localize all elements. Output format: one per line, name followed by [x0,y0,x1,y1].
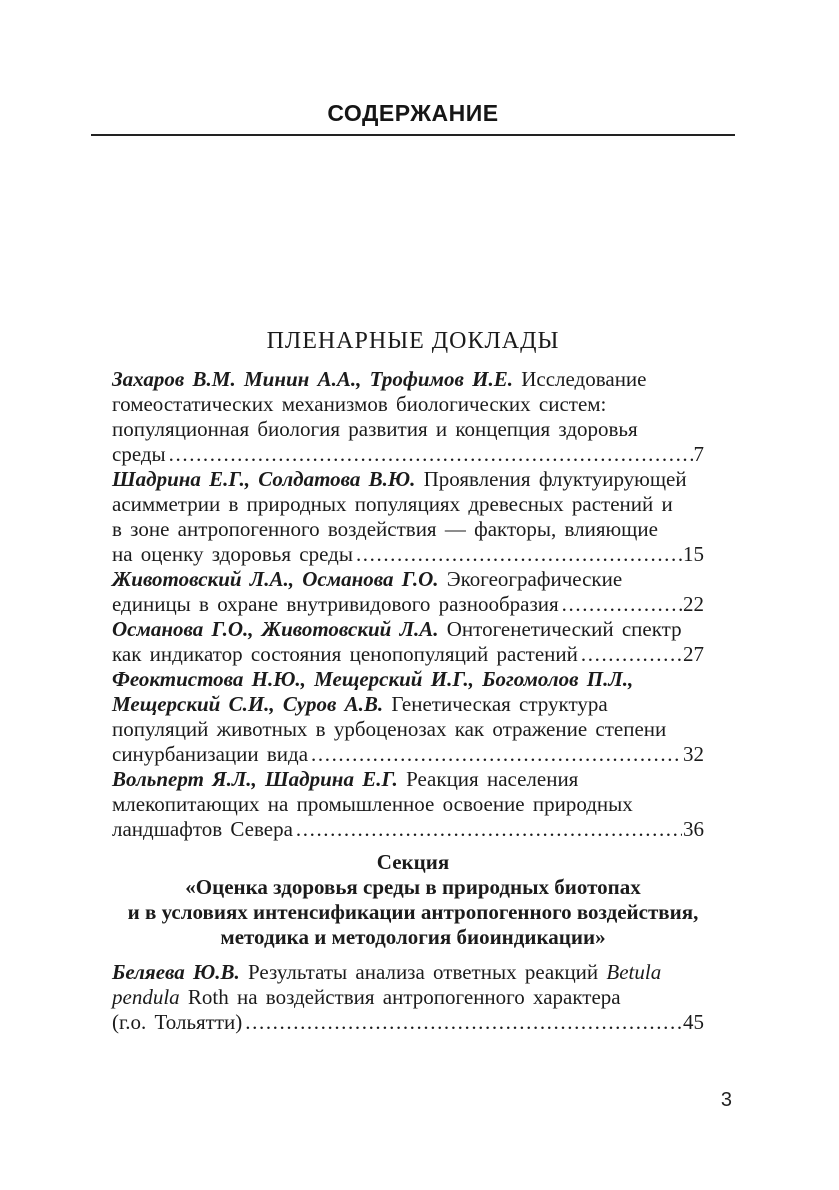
title-text: Roth на воздействия антропогенного характера [179,985,621,1009]
toc-page-number: 45 [683,1010,704,1034]
toc-line [112,367,704,392]
dot-leader [245,1010,682,1035]
toc-entry [112,960,704,1035]
toc-line [112,1010,704,1035]
dot-leader [311,742,682,767]
section-heading-line: «Оценка здоровья среды в природных биотопах [185,875,641,899]
toc-line [112,817,704,842]
dot-leader [562,592,682,617]
author-names: Вольперт Я.Л., Шадрина Е.Г. [112,767,398,791]
latin-species-name: Betula [606,960,662,984]
toc-page-number: 7 [693,442,704,466]
title-text: Реакция населения [397,767,579,791]
title-text: Онтогенетический спектр [438,617,682,641]
dot-leader [356,542,682,567]
toc-line [112,417,704,442]
title-text: как индикатор состояния ценопопуляций растений [112,642,578,666]
title-text: Проявления флуктуирующей [415,467,687,491]
toc-page-number: 36 [683,817,704,841]
author-names: Феоктистова Н.Ю., Мещерский И.Г., Богомолов П.Л., [112,667,634,691]
toc-line [112,567,704,592]
toc-line [112,617,704,642]
toc-line [112,442,704,467]
toc-line [112,767,704,792]
plenary-section-heading: ПЛЕНАРНЫЕ ДОКЛАДЫ [266,328,560,354]
toc-line [112,717,704,742]
toc-page-number: 15 [683,542,704,566]
title-text: на оценку здоровья среды [112,542,353,566]
toc-line [112,492,704,517]
toc-entry [112,467,704,567]
toc-line [112,985,704,1010]
folio-page-number: 3 [720,1089,732,1111]
author-names: Животовский Л.А., Османова Г.О. [112,567,439,591]
toc-entry [112,767,704,842]
toc-page-number: 27 [683,642,704,666]
toc-line [112,742,704,767]
author-names: Захаров В.М. Минин А.А., Трофимов И.Е. [112,367,513,391]
title-text: синурбанизации вида [112,742,309,766]
title-text: среды [112,442,166,466]
title-text: Исследование [512,367,647,391]
section-heading [91,850,735,950]
toc-line [112,960,704,985]
toc-line [112,392,704,417]
title-text: млекопитающих на промышленное освоение природных [112,792,633,816]
title-text: гомеостатических механизмов биологических систем: [112,392,607,416]
title-text: (г.о. Тольятти) [112,1010,243,1034]
title-text: ландшафтов Севера [112,817,293,841]
author-names: Шадрина Е.Г., Солдатова В.Ю. [112,467,416,491]
section-heading-line: методика и методология биоиндикации» [220,925,606,949]
title-text: в зоне антропогенного воздействия — факторы, влияющие [112,517,658,541]
author-names: Мещерский С.И., Суров А.В. [112,692,384,716]
title-text: популяционная биология развития и концепция здоровья [112,417,638,441]
dot-leader [296,817,682,842]
toc-line [112,517,704,542]
title-text: популяций животных в урбоценозах как отражение степени [112,717,667,741]
title-text: Результаты анализа ответных реакций [239,960,607,984]
toc-entry [112,567,704,617]
toc-page-number: 22 [683,592,704,616]
toc-line [112,692,704,717]
title-text: единицы в охране внутривидового разнообразия [112,592,559,616]
title-text: асимметрии в природных популяциях древесных растений и [112,492,673,516]
toc-entry [112,667,704,767]
section-heading-line: и в условиях интенсификации антропогенного воздействия, [127,900,699,924]
toc-line [112,642,704,667]
toc-line [112,592,704,617]
title-text: Генетическая структура [383,692,608,716]
toc-page-number: 32 [683,742,704,766]
author-names: Османова Г.О., Животовский Л.А. [112,617,439,641]
page-title: СОДЕРЖАНИЕ [327,100,499,126]
author-names: Беляева Ю.В. [112,960,240,984]
toc-line [112,467,704,492]
toc-entry [112,367,704,467]
toc-line [112,542,704,567]
dot-leader [169,442,693,467]
page-content [91,0,735,1035]
toc-line [112,667,704,692]
title-text: Экогеографические [438,567,623,591]
toc-section-entries [112,960,704,1035]
toc-entry [112,617,704,667]
toc-plenary-entries [112,367,704,842]
latin-species-name: pendula [112,985,180,1009]
dot-leader [581,642,682,667]
section-heading-line: Секция [376,850,450,874]
toc-line [112,792,704,817]
